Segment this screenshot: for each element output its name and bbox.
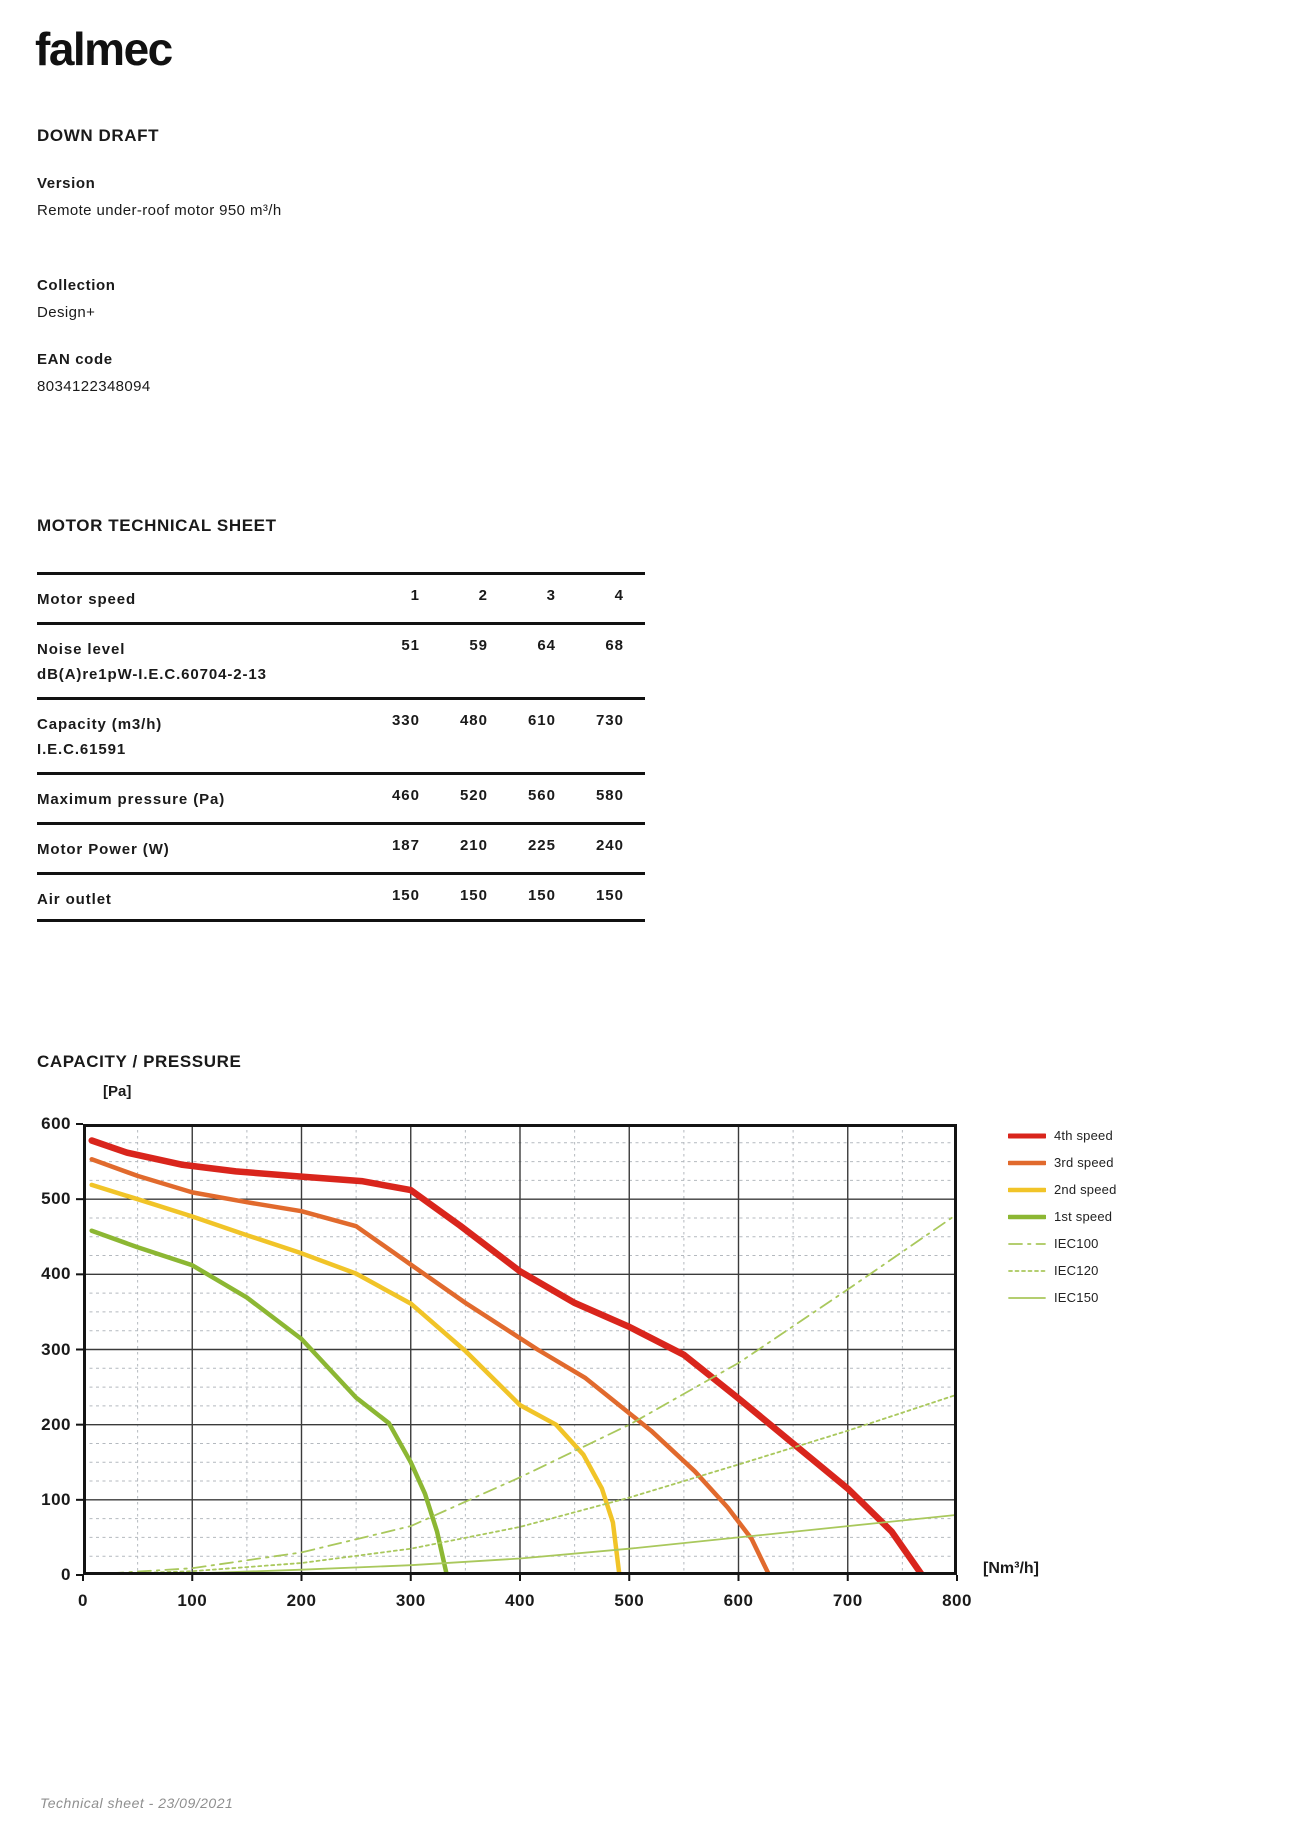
- legend-label: 2nd speed: [1054, 1182, 1117, 1197]
- chart-legend: [1008, 1122, 1117, 1311]
- chart-title: CAPACITY / PRESSURE: [37, 1052, 242, 1071]
- version-value: Remote under-roof motor 950 m³/h: [37, 202, 282, 219]
- row-label: Maximum pressure (Pa): [37, 791, 226, 808]
- y-tick-label: 300: [41, 1339, 71, 1359]
- cell-value: 150: [391, 887, 420, 904]
- plot-canvas: [83, 1124, 957, 1575]
- cell-value: 2: [478, 587, 488, 604]
- y-tick-label: 500: [41, 1189, 71, 1209]
- x-tick-label: 500: [614, 1591, 645, 1610]
- table-row: [37, 697, 645, 772]
- cell-value: 330: [391, 712, 420, 729]
- table-row: [37, 772, 645, 822]
- x-tick-label: 0: [78, 1591, 88, 1610]
- cell-value: 187: [391, 837, 420, 854]
- footer-note: Technical sheet - 23/09/2021: [40, 1795, 234, 1811]
- cell-value: 610: [527, 712, 556, 729]
- row-label: Noise level dB(A)re1pW-I.E.C.60704-2-13: [37, 637, 352, 687]
- x-tick-label: 800: [942, 1591, 972, 1610]
- ean-code-value: 8034122348094: [37, 378, 151, 395]
- falmec-logo: falmec: [35, 23, 172, 75]
- legend-line-sample: [1008, 1185, 1046, 1195]
- legend-label: IEC120: [1054, 1263, 1099, 1278]
- x-tick-label: 200: [286, 1591, 317, 1610]
- x-tick-label: 600: [723, 1591, 754, 1610]
- x-tick-label: 400: [505, 1591, 535, 1610]
- row-label: Motor speed: [37, 591, 137, 608]
- legend-line-sample: [1008, 1212, 1046, 1222]
- row-label: Capacity (m3/h) I.E.C.61591: [37, 712, 352, 762]
- legend-line-sample: [1008, 1239, 1046, 1249]
- row-values: [352, 587, 645, 604]
- y-tick-label: 0: [61, 1565, 71, 1584]
- legend-item-iec120: [1008, 1257, 1117, 1284]
- y-tick-label: 400: [41, 1264, 71, 1284]
- cell-value: 150: [459, 887, 488, 904]
- row-sublabel: dB(A)re1pW-I.E.C.60704-2-13: [37, 666, 267, 683]
- legend-label: 3rd speed: [1054, 1155, 1114, 1170]
- legend-item-iec100: [1008, 1230, 1117, 1257]
- collection-value: Design+: [37, 304, 96, 321]
- cell-value: 225: [527, 837, 556, 854]
- motor-table-title: MOTOR TECHNICAL SHEET: [37, 516, 277, 535]
- cell-value: 520: [459, 787, 488, 804]
- row-values: [352, 887, 645, 904]
- row-values: [352, 637, 645, 654]
- cell-value: 59: [469, 637, 488, 654]
- curve-1st-speed: [92, 1231, 447, 1575]
- cell-value: 68: [605, 637, 624, 654]
- curve-2nd-speed: [92, 1185, 620, 1575]
- cell-value: 730: [595, 712, 624, 729]
- row-values: [352, 787, 645, 804]
- legend-item-iec150: [1008, 1284, 1117, 1311]
- cell-value: 460: [391, 787, 420, 804]
- cell-value: 51: [401, 637, 420, 654]
- y-tick-label: 100: [41, 1489, 71, 1509]
- table-row: [37, 822, 645, 872]
- cell-value: 210: [459, 837, 488, 854]
- legend-line-sample: [1008, 1266, 1046, 1276]
- legend-label: 4th speed: [1054, 1128, 1113, 1143]
- axis-ticks: [76, 1124, 957, 1581]
- cell-value: 3: [546, 587, 556, 604]
- product-title: DOWN DRAFT: [37, 126, 160, 145]
- cell-value: 64: [537, 637, 556, 654]
- x-tick-label: 700: [832, 1591, 863, 1610]
- legend-label: IEC150: [1054, 1290, 1099, 1305]
- table-row: [37, 572, 645, 622]
- y-tick-label: 600: [41, 1114, 71, 1133]
- cell-value: 4: [614, 587, 624, 604]
- x-tick-label: 300: [395, 1591, 426, 1610]
- table-row: [37, 622, 645, 697]
- x-tick-label: 100: [177, 1591, 208, 1610]
- cell-value: 560: [527, 787, 556, 804]
- capacity-pressure-plot: [83, 1124, 957, 1575]
- cell-value: 240: [595, 837, 624, 854]
- legend-item-2nd-speed: [1008, 1176, 1117, 1203]
- motor-technical-table: [37, 572, 645, 922]
- cell-value: 150: [527, 887, 556, 904]
- collection-label: Collection: [37, 277, 116, 294]
- curve-4th-speed: [92, 1141, 922, 1576]
- cell-value: 480: [459, 712, 488, 729]
- legend-line-sample: [1008, 1131, 1046, 1141]
- major-grid: [83, 1124, 957, 1575]
- legend-line-sample: [1008, 1158, 1046, 1168]
- row-values: [352, 712, 645, 729]
- ean-code-label: EAN code: [37, 351, 113, 368]
- row-label: Air outlet: [37, 891, 112, 908]
- y-tick-label: 200: [41, 1414, 71, 1434]
- row-values: [352, 837, 645, 854]
- table-row: [37, 872, 645, 922]
- row-label: Motor Power (W): [37, 841, 170, 858]
- y-axis-unit-label: [Pa]: [103, 1083, 132, 1100]
- legend-label: 1st speed: [1054, 1209, 1113, 1224]
- legend-line-sample: [1008, 1293, 1046, 1303]
- row-sublabel: I.E.C.61591: [37, 741, 127, 758]
- legend-item-4th-speed: [1008, 1122, 1117, 1149]
- cell-value: 150: [595, 887, 624, 904]
- legend-item-1st-speed: [1008, 1203, 1117, 1230]
- cell-value: 580: [595, 787, 624, 804]
- cell-value: 1: [410, 587, 420, 604]
- version-label: Version: [37, 175, 96, 192]
- x-axis-unit-label: [Nm³/h]: [983, 1560, 1039, 1577]
- legend-label: IEC100: [1054, 1236, 1099, 1251]
- legend-item-3rd-speed: [1008, 1149, 1117, 1176]
